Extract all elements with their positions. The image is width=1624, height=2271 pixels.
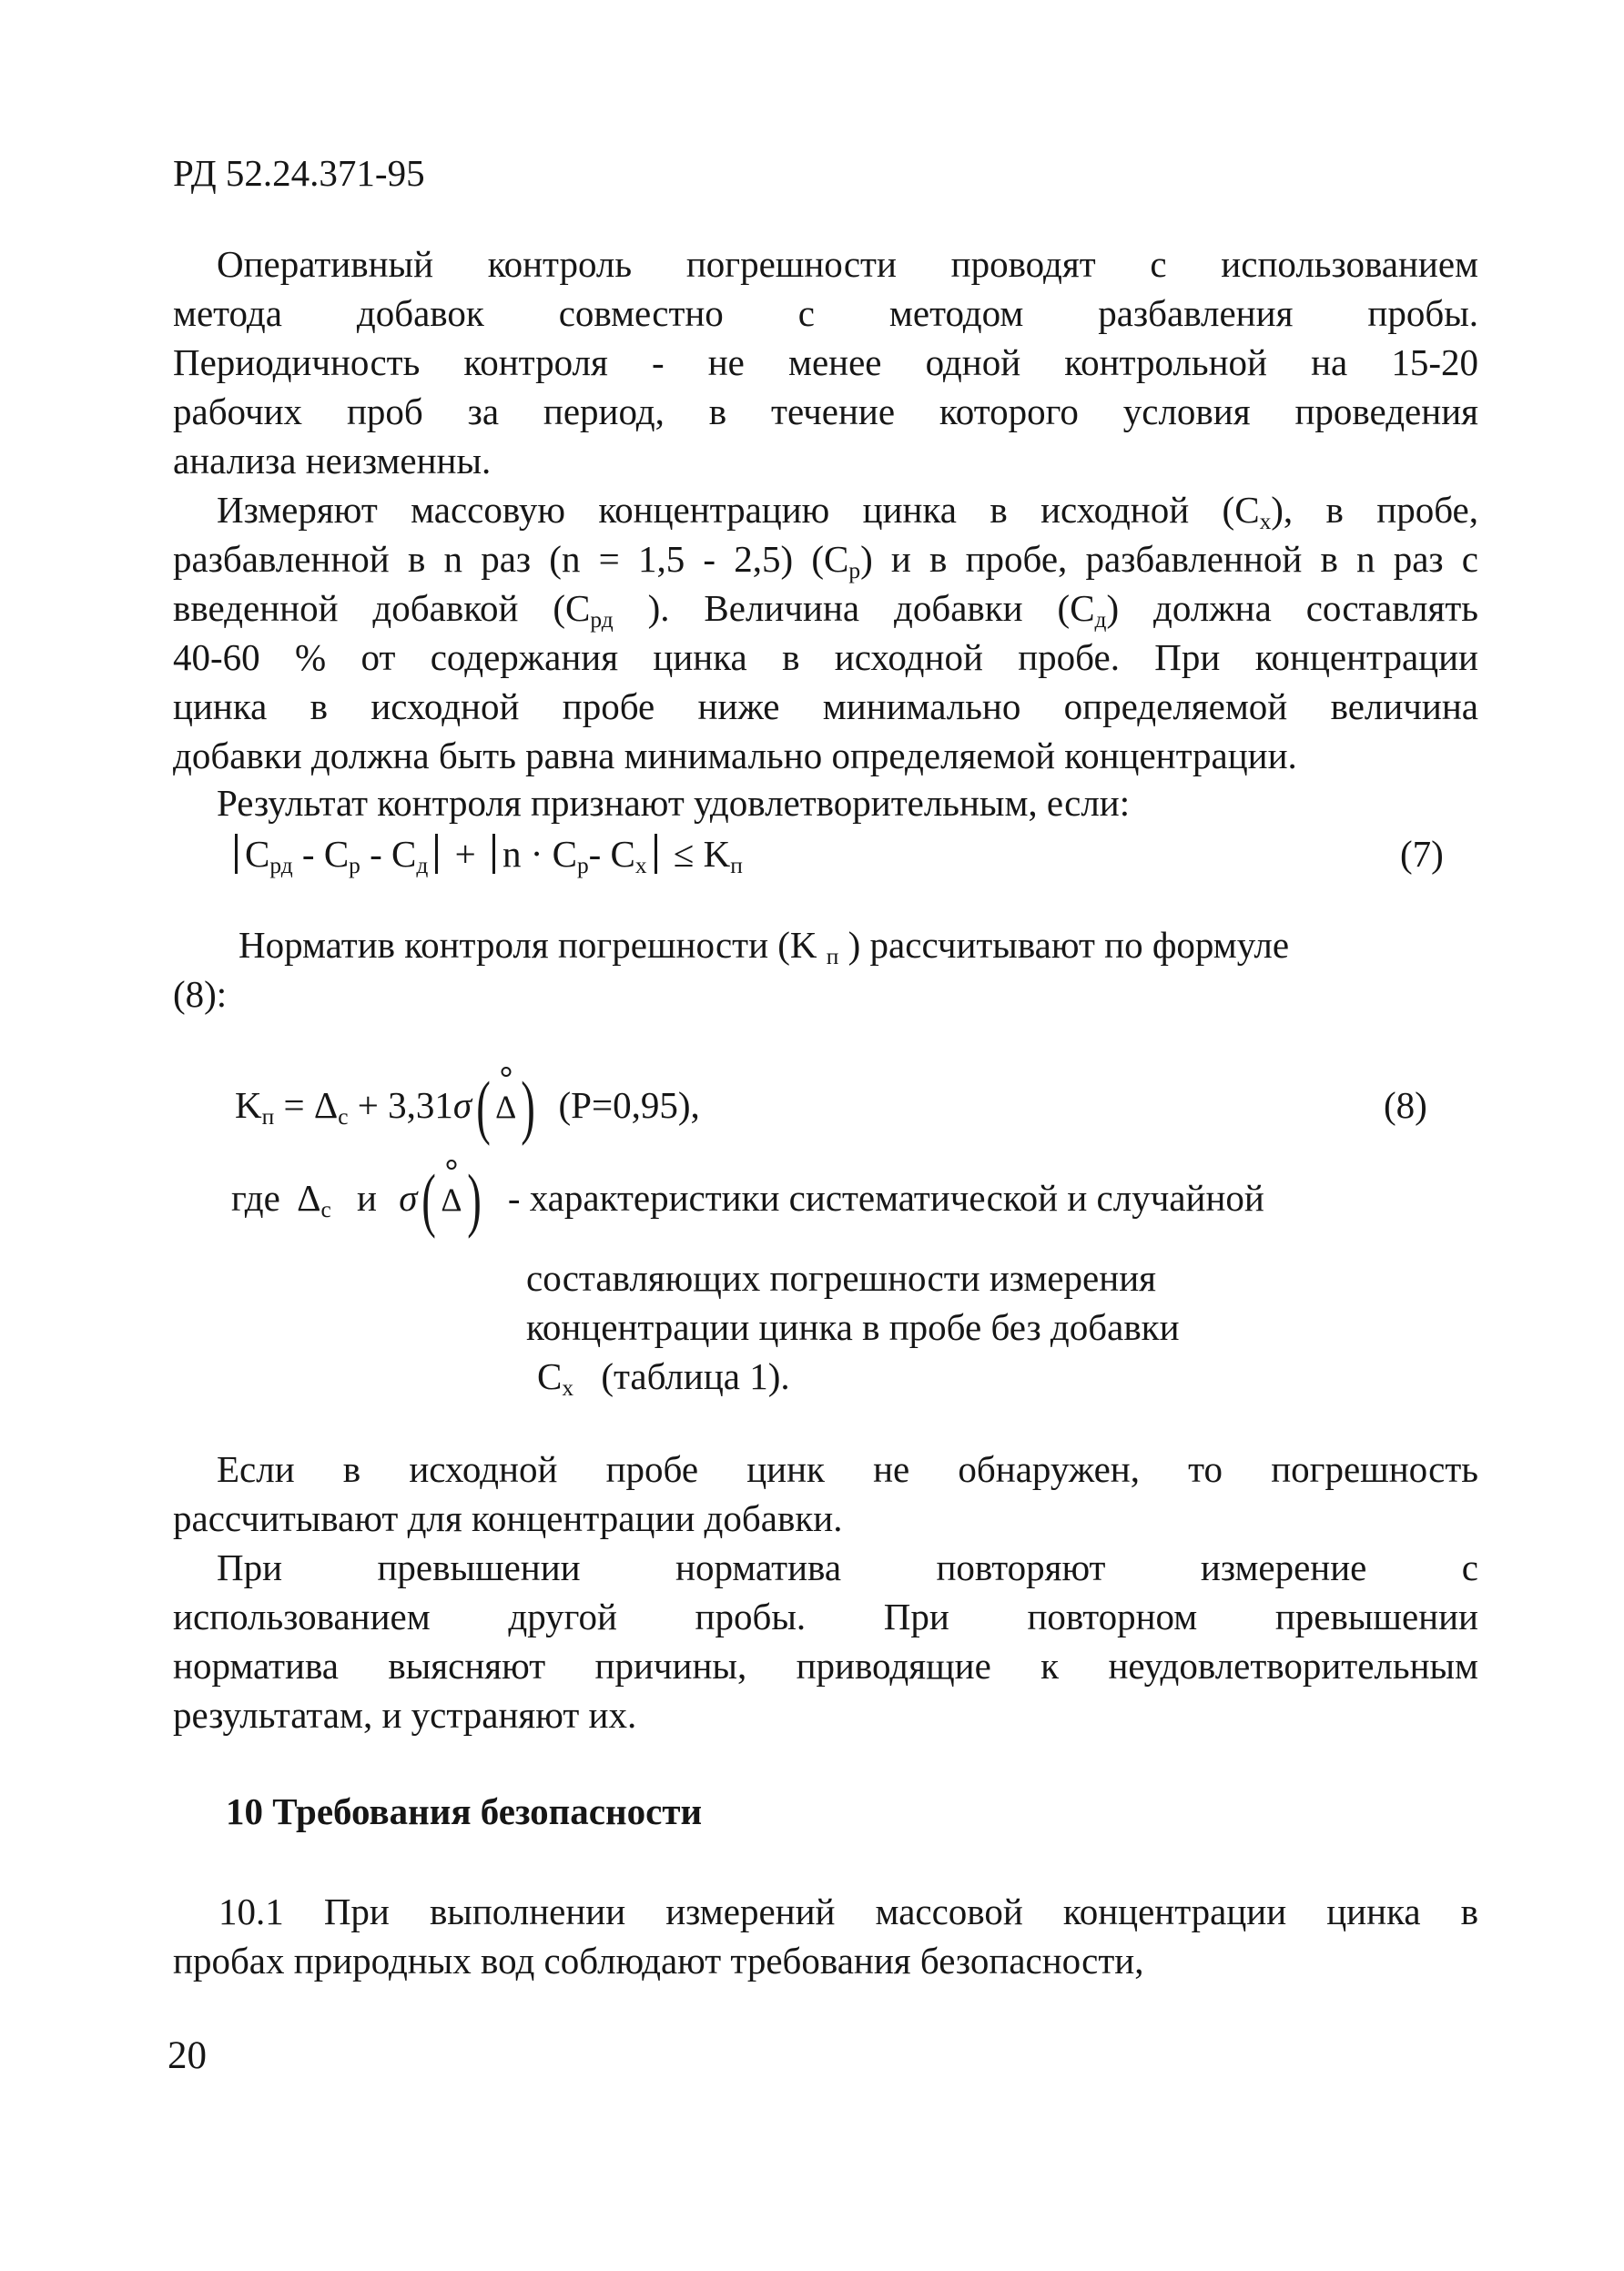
equation-number-7: (7) <box>1400 833 1444 875</box>
text-line: метода добавок совместно с методом разбавления пробы. <box>173 292 1478 334</box>
text-line: Измеряют массовую концентрацию цинка в исходной $(C_x)$, в пробе, <box>217 489 1478 535</box>
text-line: Периодичность контроля - не менее одной контрольной на 15-20 <box>173 341 1478 383</box>
abs-bar <box>435 834 438 874</box>
text-line: 10.1 При выполнении измерений массовой концентрации цинка в <box>218 1891 1478 1932</box>
text-line: разбавленной в n раз (n = 1,5 - 2,5) $(C_p)$ и в пробе, разбавленной в n раз с <box>173 538 1478 584</box>
text-line: рабочих проб за период, в течение которого условия проведения <box>173 390 1478 432</box>
text-line: При превышении норматива повторяют измерение с <box>217 1546 1478 1588</box>
formula-legend-line: концентрации цинка в пробе без добавки <box>526 1306 1180 1348</box>
text-line: введенной добавкой ($C_{рд}$ ). Величина добавки $(C_д)$ должна составлять <box>173 587 1478 634</box>
text-line: 40-60 % от содержания цинка в исходной пробе. При концентрации <box>173 636 1478 678</box>
text-line: добавки должна быть равна минимально определяемой концентрации. <box>173 735 1297 776</box>
normative-text: Норматив контроля погрешности (K $_п$ ) рассчитывают по формуле <box>239 924 1290 970</box>
text-line: анализа неизменны. <box>173 440 492 482</box>
text-line: использованием другой пробы. При повторном превышении <box>173 1596 1478 1637</box>
text-line: пробах природных вод соблюдают требования безопасности, <box>173 1940 1144 1982</box>
formula-7: $C_{рд} - C_р - C_д + n \cdot C_р-$ $C_x \le K_п$ <box>235 830 743 878</box>
equation-number-8: (8) <box>1384 1084 1427 1126</box>
text-line: норматива выясняют причины, приводящие к неудовлетворительным <box>173 1645 1478 1687</box>
section-heading: 10 Требования безопасности <box>226 1790 703 1832</box>
normative-text-end: (8): <box>173 973 228 1015</box>
text-line: Если в исходной пробе цинк не обнаружен, то погрешность <box>217 1448 1478 1490</box>
formula-legend-line: $C_x$ (таблица 1). <box>537 1355 790 1402</box>
text-line: цинка в исходной пробе ниже минимально определяемой величина <box>173 685 1478 727</box>
ring-accent <box>501 1067 511 1077</box>
abs-bar <box>655 834 657 874</box>
ring-accent <box>447 1160 457 1170</box>
abs-bar <box>235 834 238 874</box>
formula-legend-line: составляющих погрешности измерения <box>526 1257 1156 1299</box>
page-number: 20 <box>167 2034 207 2077</box>
document-code: РД 52.24.371-95 <box>173 152 425 194</box>
formula-legend-first-line: где $\Delta_c$ и σ( Δ) - характеристики систематической и случайной <box>231 1160 1264 1239</box>
text-line: результатам, и устраняют их. <box>173 1694 637 1736</box>
text-line: Оперативный контроль погрешности проводят с использованием <box>217 243 1478 285</box>
formula-8: $K_п = \Delta_c + 3,31\sigma$( Δ) (P=0,95), <box>235 1067 700 1146</box>
text-line: рассчитывают для концентрации добавки. <box>173 1497 843 1539</box>
result-condition-text: Результат контроля признают удовлетворительным, если: <box>217 782 1131 824</box>
abs-bar <box>492 834 495 874</box>
